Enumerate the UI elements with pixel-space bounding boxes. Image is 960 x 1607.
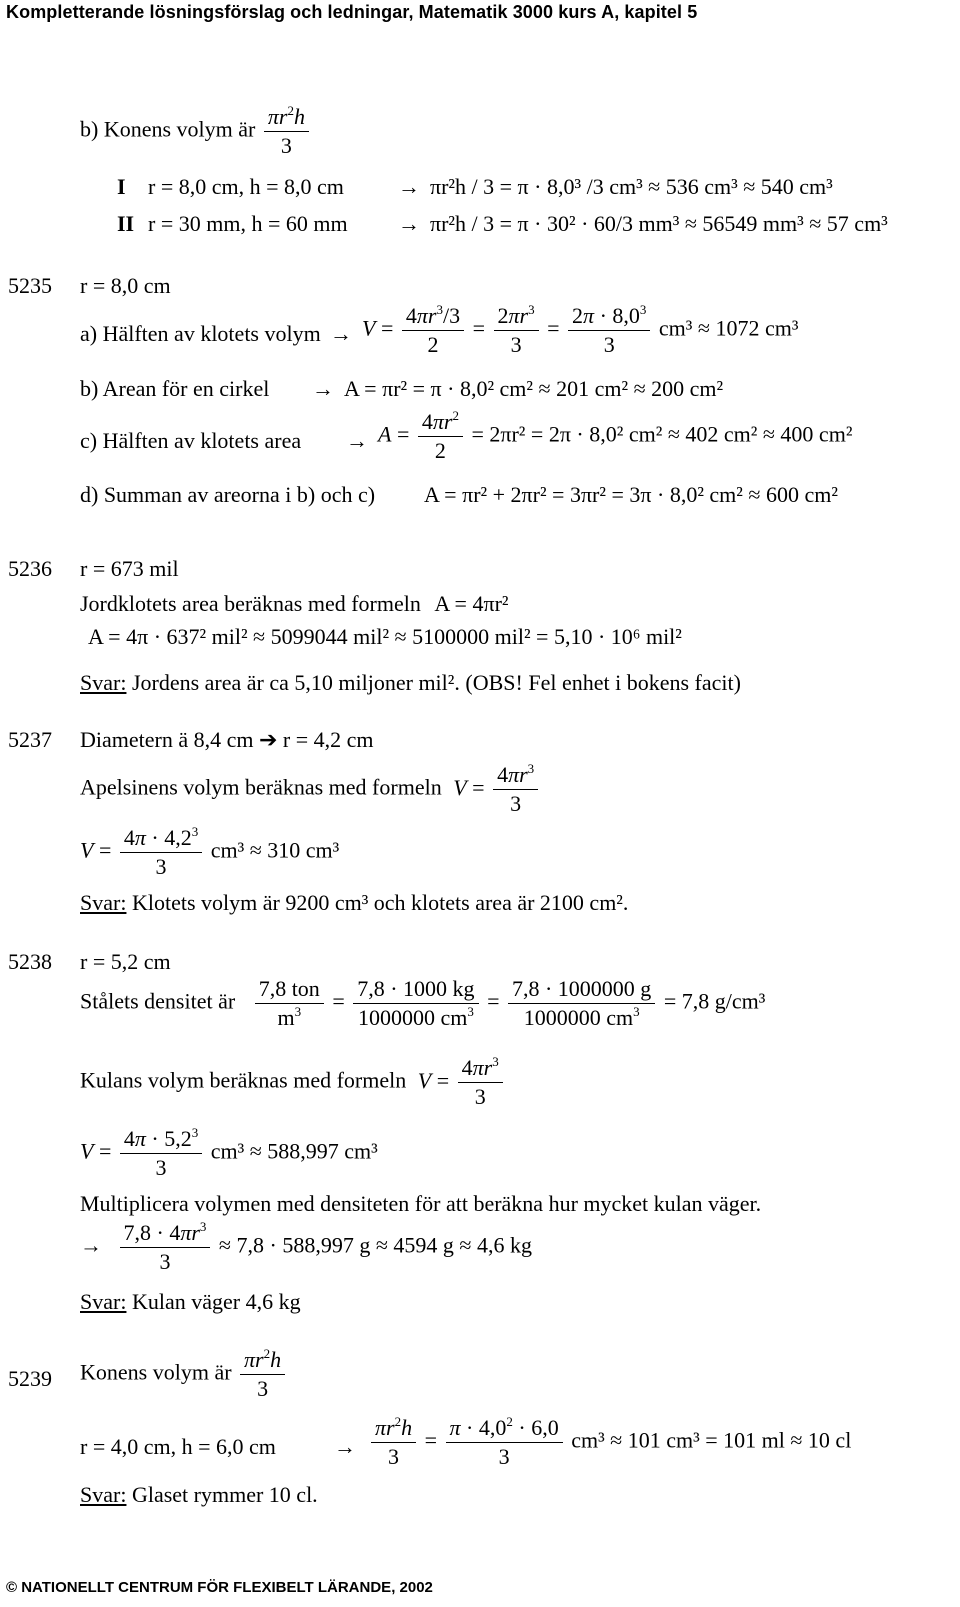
part-a-text: a) Hälften av klotets volym (80, 321, 321, 346)
part-b-text: b) Arean för en cirkel (80, 376, 270, 401)
case-1-calc: πr²h / 3 = π · 8,0³ /3 cm³ ≈ 536 cm³ ≈ 540 cm³ (430, 174, 833, 199)
arrow-icon: → (80, 1232, 102, 1258)
answer-line: Svar: Klotets volym är 9200 cm³ och klotets area är 2100 cm². (80, 890, 629, 915)
arrow-icon: → (398, 174, 420, 199)
problem-number-5235: 5235 (8, 273, 52, 298)
formula-line: Apelsinens volym beräknas med formeln V = $\frac{4\pi r^3}{3}$ (80, 764, 541, 815)
formula-line: Jordklotets area beräknas med formeln A = 4πr² (80, 591, 509, 616)
cone-formula-fraction: $\frac{\pi r^2h}{3}$ (264, 106, 309, 157)
given-radius: r = 5,2 cm (80, 949, 171, 974)
part-c-calc: A = $\frac{4\pi r^2}{2}$ = 2πr² = 2π · 8,0² cm² ≈ 402 cm² ≈ 400 cm² (378, 408, 853, 463)
case-1-given: r = 8,0 cm, h = 8,0 cm (148, 174, 344, 199)
page-header-title: Kompletterande lösningsförslag och ledningar, Matematik 3000 kurs A, kapitel 5 (6, 2, 698, 22)
cone-volume-intro: b) Konens volym är $\frac{\pi r^2h}{3}$ (80, 106, 312, 157)
case-2-given: r = 30 mm, h = 60 mm (148, 211, 348, 236)
formula-line: Kulans volym beräknas med formeln V = $\frac{4\pi r^3}{3}$ (80, 1057, 506, 1108)
part-b-calc: A = πr² = π · 8,0² cm² ≈ 201 cm² ≈ 200 cm² (344, 376, 724, 401)
volume-calc: V = $\frac{4\pi \cdot 5,2^3}{3}$ cm³ ≈ 588,997 cm³ (80, 1125, 378, 1180)
problem-number-5237: 5237 (8, 727, 52, 752)
part-a-calc: V = $\frac{4\pi r^3/3}{2}$ = $\frac{2\pi r^3}{3}$ = $\frac{2\pi \cdot 8,0^3}{3}$ cm³ ≈ 1072 cm³ (362, 302, 799, 357)
cone-volume-intro: Konens volym är $\frac{\pi r^2h}{3}$ (80, 1349, 288, 1400)
answer-line: Svar: Jordens area är ca 5,10 miljoner mil². (OBS! Fel enhet i bokens facit) (80, 670, 741, 695)
volume-calc: V = $\frac{4\pi \cdot 4,2^3}{3}$ cm³ ≈ 310 cm³ (80, 824, 340, 879)
arrow-icon: → (334, 1434, 356, 1459)
part-d-text: d) Summan av areorna i b) och c) (80, 482, 376, 507)
diameter-line: Diametern ä 8,4 cm ➔ r = 4,2 cm (80, 727, 374, 752)
given-radius: r = 673 mil (80, 556, 179, 581)
given-values: r = 4,0 cm, h = 6,0 cm (80, 1434, 276, 1459)
part-d-calc: A = πr² + 2πr² = 3πr² = 3π · 8,0² cm² ≈ 600 cm² (424, 482, 838, 507)
arrow-icon: → (346, 428, 368, 453)
case-1-row: I (117, 174, 126, 199)
area-calc: A = 4π · 637² mil² ≈ 5099044 mil² ≈ 5100000 mil² = 5,10 · 10⁶ mil² (88, 624, 682, 649)
arrow-icon: → (312, 376, 334, 401)
problem-number-5238: 5238 (8, 949, 52, 974)
page-footer: © NATIONELLT CENTRUM FÖR FLEXIBELT LÄRANDE, 2002 (6, 1579, 433, 1596)
part-c-text: c) Hälften av klotets area (80, 428, 302, 453)
arrow-icon: → (330, 321, 352, 346)
given-radius: r = 8,0 cm (80, 273, 171, 298)
density-calc: Stålets densitet är $\frac{\text{7,8 ton}}{m^3}$ = $\frac{7,8 \cdot 1000 kg}{1000000 cm^3}$ = $\frac{7,8 \cdot 1000000 g}{1000000 cm^3}$ = 7,8 g/cm³ (80, 976, 766, 1030)
arrow-icon: → (398, 211, 420, 236)
problem-number-5236: 5236 (8, 556, 52, 581)
answer-line: Svar: Glaset rymmer 10 cl. (80, 1482, 318, 1507)
case-2-calc: πr²h / 3 = π · 30² · 60/3 mm³ ≈ 56549 mm³ ≈ 57 cm³ (430, 211, 888, 236)
problem-number-5239: 5239 (8, 1366, 52, 1391)
weight-calc: → $\frac{7,8 \cdot 4\pi r^3}{3}$ ≈ 7,8 · 588,997 g ≈ 4594 g ≈ 4,6 kg (80, 1219, 532, 1274)
answer-line: Svar: Kulan väger 4,6 kg (80, 1289, 301, 1314)
cone-volume-calc: $\frac{\pi r^2h}{3}$ = $\frac{\pi \cdot 4,0^2 \cdot 6,0}{3}$ cm³ ≈ 101 cm³ = 101 ml ≈ 10 cl (368, 1417, 851, 1468)
multiply-text: Multiplicera volymen med densiteten för att beräkna hur mycket kulan väger. (80, 1191, 762, 1216)
case-2-row: II (117, 211, 135, 236)
